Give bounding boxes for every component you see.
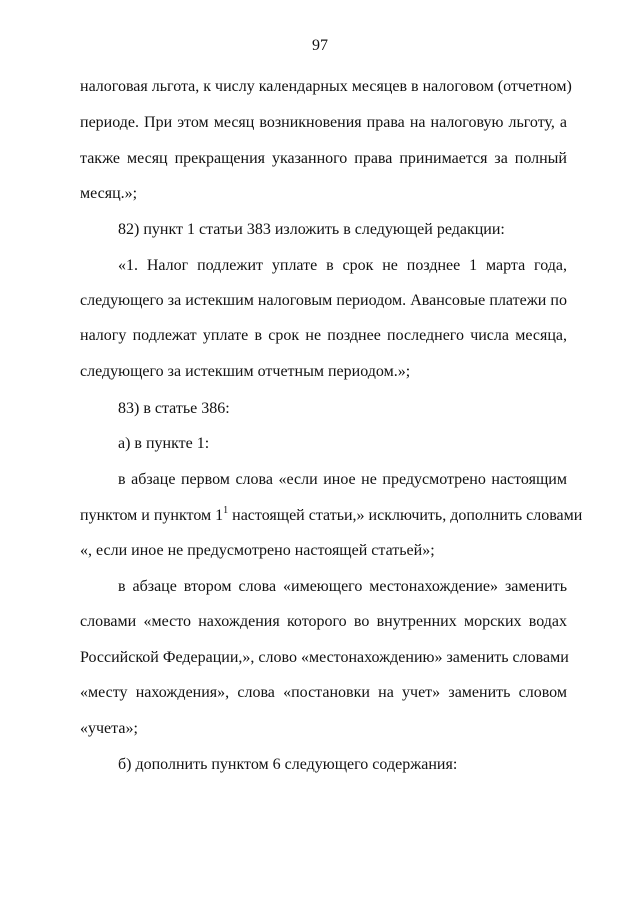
text-line: 82) пункт 1 статьи 383 изложить в следующей редакции: [118,221,505,238]
text-line: «учета»; [80,720,138,737]
text-fragment: настоящей статьи,» исключить, дополнить словами [228,507,583,524]
text-line: «месту нахождения», слова «постановки на учет» заменить словом [80,684,567,701]
text-line: налоговая льгота, к числу календарных месяцев в налоговом (отчетном) [80,78,572,95]
superscript: 1 [223,504,229,516]
text-line: словами «место нахождения которого во внутренних морских водах [80,613,567,630]
text-line: в абзаце втором слова «имеющего местонахождение» заменить [118,578,567,595]
text-line: а) в пункте 1: [118,435,210,452]
text-line: «1. Налог подлежит уплате в срок не позднее 1 марта года, [118,257,567,274]
text-line: «, если иное не предусмотрено настоящей статьей»; [80,542,435,559]
text-line: следующего за истекшим налоговым периодом. Авансовые платежи по [80,292,567,309]
text-line: в абзаце первом слова «если иное не предусмотрено настоящим [118,471,567,488]
text-line: налогу подлежат уплате в срок не позднее последнего числа месяца, [80,327,567,344]
text-line: также месяц прекращения указанного права принимается за полный [80,150,567,167]
text-line: Российской Федерации,», слово «местонахождению» заменить словами [80,649,569,666]
text-line: следующего за истекшим отчетным периодом.»; [80,363,411,380]
text-line: месяц.»; [80,185,138,202]
text-line: б) дополнить пунктом 6 следующего содержания: [118,756,458,773]
page-number: 97 [312,37,328,54]
text-line: 83) в статье 386: [118,400,230,417]
text-fragment: пунктом и пунктом 1 [80,507,224,524]
text-line [80,504,583,526]
text-line: периоде. При этом месяц возникновения права на налоговую льготу, а [80,114,567,131]
